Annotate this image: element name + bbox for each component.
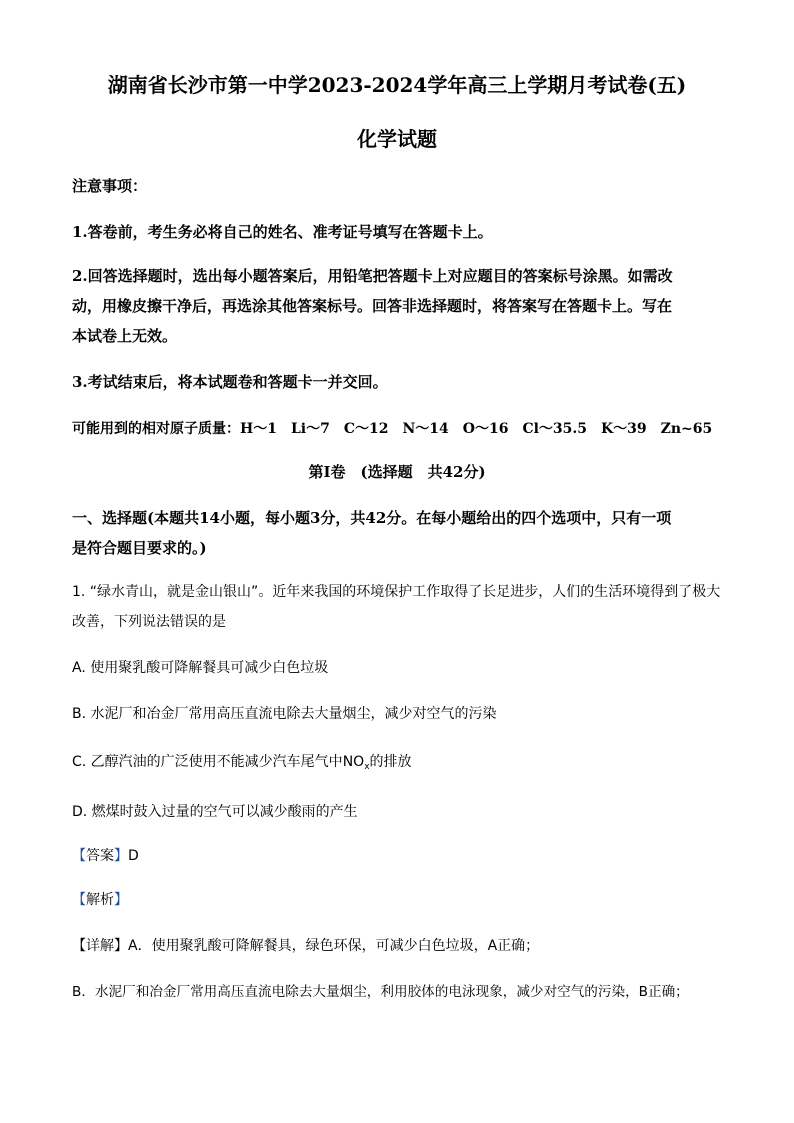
section-heading: 第Ⅰ卷 (选择题 共42分) [308, 463, 486, 481]
question-1-option-a: A. 使用聚乳酸可降解餐具可减少白色垃圾 [72, 660, 329, 676]
option-c-suffix: 的排放 [369, 754, 412, 770]
detail-a-line [72, 935, 539, 957]
question-1-stem-line-1: 1. “绿水青山，就是金山银山”。近年来我国的环境保护工作取得了长足进步，人们的生活环境得到了极大 [72, 584, 721, 600]
nox-subscript: x [364, 762, 370, 772]
nox-symbol: NO [342, 754, 365, 770]
exam-title: 湖南省长沙市第一中学2023-2024学年高三上学期月考试卷(五) [107, 73, 687, 97]
part-one-instruction-line-1: 一、选择题(本题共14小题，每小题3分，共42分。在每小题给出的四个选项中，只有一项 [72, 509, 672, 527]
detail-label: 【详解】 [72, 938, 128, 954]
notice-item-2-line-2: 动，用橡皮擦干净后，再选涂其他答案标号。回答非选择题时，将答案写在答题卡上。写在 [72, 297, 673, 315]
notice-item-1: 1.答卷前，考生务必将自己的姓名、准考证号填写在答题卡上。 [72, 223, 493, 241]
question-1-option-c [72, 751, 412, 778]
notice-item-3: 3.考试结束后，将本试题卷和答题卡一并交回。 [72, 373, 388, 391]
answer-value: D [128, 848, 139, 864]
part-one-instruction-line-2: 是符合题目要求的。) [72, 539, 207, 557]
analysis-line [72, 889, 128, 911]
atomic-masses: 可能用到的相对原子质量：H～1 Li～7 C～12 N～14 O～16 Cl～35.5 K～39 Zn~65 [72, 421, 713, 437]
answer-line [72, 845, 139, 867]
analysis-open-bracket: 【 [72, 892, 86, 908]
notice-heading: 注意事项： [72, 177, 148, 195]
notice-item-2-line-3: 本试卷上无效。 [72, 327, 178, 345]
option-c-text: C. 乙醇汽油的广泛使用不能减少汽车尾气中 [72, 754, 343, 770]
answer-close-bracket: 】 [114, 848, 128, 864]
exam-subject: 化学试题 [357, 127, 437, 151]
analysis-close-bracket: 】 [114, 892, 128, 908]
question-1-option-b: B. 水泥厂和冶金厂常用高压直流电除去大量烟尘，减少对空气的污染 [72, 706, 497, 722]
detail-a-text: A．使用聚乳酸可降解餐具，绿色环保，可减少白色垃圾，A正确； [128, 938, 540, 954]
detail-b-line: B．水泥厂和冶金厂常用高压直流电除去大量烟尘，利用胶体的电泳现象，减少对空气的污染，B正确； [72, 984, 689, 1000]
analysis-label: 解析 [86, 892, 114, 908]
notice-item-2-line-1: 2.回答选择题时，选出每小题答案后，用铅笔把答题卡上对应题目的答案标号涂黑。如需改 [72, 267, 673, 285]
nox-formula [343, 754, 370, 770]
answer-open-bracket: 【 [72, 848, 86, 864]
answer-label: 答案 [86, 848, 114, 864]
question-1-option-d: D. 燃煤时鼓入过量的空气可以减少酸雨的产生 [72, 804, 358, 820]
question-1-stem-line-2: 改善，下列说法错误的是 [72, 614, 226, 630]
